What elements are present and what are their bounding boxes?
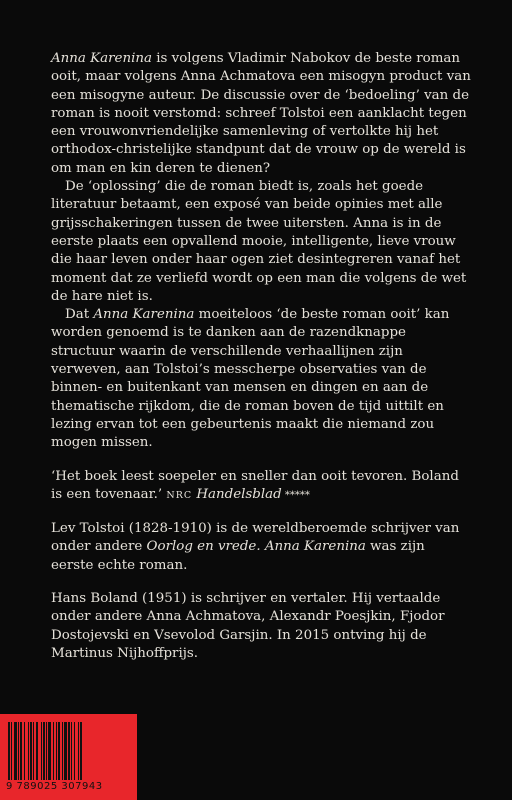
quote-source-handelsblad: Handelsblad <box>192 486 282 502</box>
book-title: Anna Karenina <box>93 307 195 323</box>
barcode-bar <box>74 722 75 780</box>
barcode-bar <box>78 722 79 780</box>
barcode-bar <box>53 722 54 780</box>
barcode-bar <box>71 722 72 780</box>
barcode-bar <box>33 722 34 780</box>
barcode-bar <box>46 722 47 780</box>
barcode-bar <box>56 722 57 780</box>
barcode-bar <box>24 722 25 780</box>
barcode-bar <box>30 722 32 780</box>
barcode-bar <box>64 722 67 780</box>
barcode-bar <box>14 722 17 780</box>
press-quote: ‘Het boek leest soepeler en sneller dan ooit tevoren. Boland is een tovenaar.’ NRC Handelsblad ***** <box>51 468 459 502</box>
barcode-bar <box>48 722 51 780</box>
barcode-bar <box>18 722 19 780</box>
blurb-paragraph-3: Dat Anna Karenina moeiteloos ‘de beste roman ooit’ kan worden genoemd is te danken aan de razendknappe structuur waarin de verschillende verhaallijnen zijn verweven, aan Tolstoi’s messcherpe observaties van de binnen- en buitenkant van mensen en dingen en aan de thematische rijkdom, die de roman boven de tijd uittilt en lezing ervan tot een gebeurtenis maakt die niemand zou mogen missen. <box>51 307 450 451</box>
quote-source-nrc: NRC <box>166 489 193 501</box>
translator-bio: Hans Boland (1951) is schrijver en vertaler. Hij vertaalde onder andere Anna Achmatova, Alexandr Poesjkin, Fjodor Dostojevski en Vsevolod Garsjin. In 2015 ontving hij de Martinus Nijhoffprijs. <box>51 591 445 661</box>
author-bio: Lev Tolstoi (1828-1910) is de wereldberoemde schrijver van onder andere Oorlog en vrede. Anna Karenina was zijn eerste echte roman. <box>51 521 460 573</box>
barcode-bar <box>58 722 60 780</box>
isbn-number: 9 789025 307943 <box>6 781 103 792</box>
blurb-paragraph-1: Anna Karenina is volgens Vladimir Nabokov de beste roman ooit, maar volgens Anna Achmatova een misogyn product van een misogyne auteur. De discussie over de ‘bedoeling’ van de roman is nooit verstomd: schreef Tolstoi een aanklacht tegen een vrouwonvriendelijke samenleving of vertolkte hij het orthodox-christelijke standpunt dat de vrouw op de wereld is om man en kin deren te dienen? <box>51 51 471 176</box>
barcode-bar <box>62 722 63 780</box>
isbn-barcode <box>0 714 137 800</box>
rating-stars: ***** <box>281 489 310 501</box>
barcode-bar <box>28 722 29 780</box>
barcode-bar <box>36 722 38 780</box>
barcode-bar <box>11 722 12 780</box>
back-cover-text <box>51 50 471 663</box>
barcode-bar <box>80 722 82 780</box>
barcode-bar <box>8 722 10 780</box>
barcode-bars <box>0 714 137 784</box>
barcode-bar <box>43 722 45 780</box>
barcode-bar <box>68 722 70 780</box>
barcode-bar <box>20 722 22 780</box>
barcode-bar <box>41 722 42 780</box>
book-title: Anna Karenina <box>51 51 152 66</box>
blurb-paragraph-2: De ‘oplossing’ die de roman biedt is, zoals het goede literatuur betaamt, een exposé van beide opinies met alle grijsschakeringen tussen de twee uitersten. Anna is in de eerste plaats een opvallend mooie, intelligente, lieve vrouw die haar leven onder haar ogen ziet desintegreren vanaf het moment dat ze verliefd wordt op een man die volgens de wet de hare niet is. <box>51 179 467 304</box>
